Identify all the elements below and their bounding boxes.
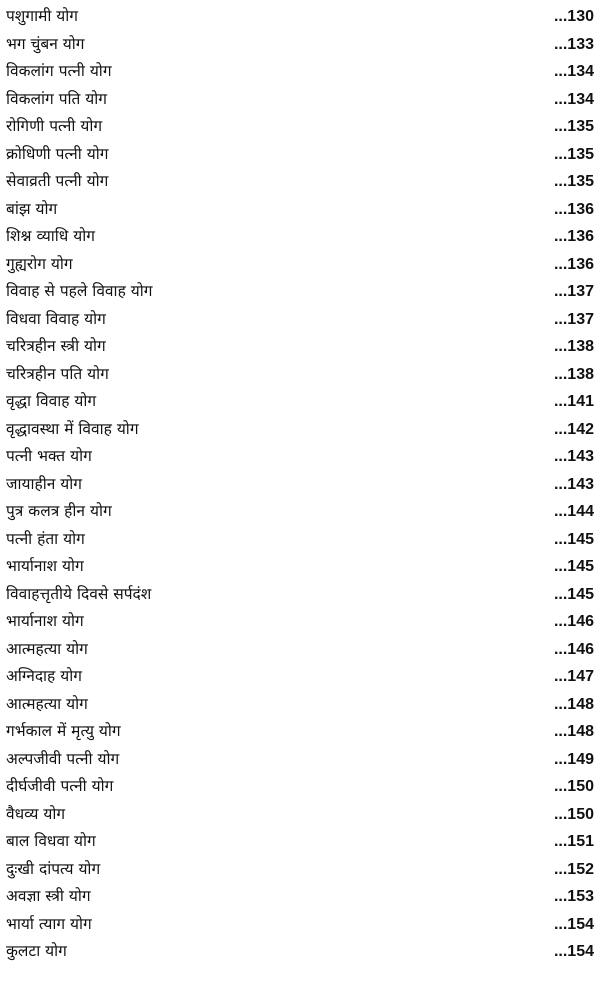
toc-entry-title: गुह्यरोग योग xyxy=(6,254,73,273)
toc-entry xyxy=(6,168,596,196)
toc-entry-title: अग्निदाह योग xyxy=(6,667,82,685)
toc-entry-page-number: ...136 xyxy=(553,228,594,245)
toc-entry-title: पत्नी भक्त योग xyxy=(6,447,92,465)
toc-entry xyxy=(6,553,596,581)
toc-entry-title: अवज्ञा स्त्री योग xyxy=(6,887,91,905)
toc-entry xyxy=(6,416,596,444)
toc-entry-title: आत्महत्या योग xyxy=(6,639,88,658)
toc-entry-title: गर्भकाल में मृत्यु योग xyxy=(6,722,121,740)
toc-entry-title: क्रोधिणी पत्नी योग xyxy=(6,144,109,163)
toc-entry xyxy=(6,251,596,279)
toc-entry-title: भार्या त्याग योग xyxy=(6,914,92,933)
toc-entry xyxy=(6,31,596,59)
toc-entry xyxy=(6,223,596,251)
toc-entry-page-number: ...153 xyxy=(553,888,594,905)
toc-entry xyxy=(6,278,596,306)
toc-entry-title: पत्नी हंता योग xyxy=(6,529,85,548)
toc-entry-title: वृद्धा विवाह योग xyxy=(6,392,97,410)
toc-entry-page-number: ...137 xyxy=(553,310,594,328)
toc-entry-page-number: ...136 xyxy=(553,255,594,273)
toc-entry-title: भार्यानाश योग xyxy=(6,612,84,630)
toc-entry xyxy=(6,498,596,526)
toc-entry xyxy=(6,141,596,169)
toc-entry-title: कुलटा योग xyxy=(6,942,67,960)
toc-entry-page-number: ...138 xyxy=(553,338,594,355)
toc-entry-page-number: ...154 xyxy=(553,915,594,933)
toc-entry-page-number: ...145 xyxy=(553,558,594,575)
toc-entry xyxy=(6,691,596,719)
toc-entry xyxy=(6,746,596,774)
toc-entry-page-number: ...141 xyxy=(553,393,594,410)
toc-entry xyxy=(6,801,596,829)
toc-entry-title: पशुगामी योग xyxy=(6,7,79,25)
toc-entry xyxy=(6,608,596,636)
toc-entry xyxy=(6,196,596,224)
toc-entry xyxy=(6,718,596,746)
toc-entry-page-number: ...151 xyxy=(553,833,594,850)
toc-entry-page-number: ...150 xyxy=(553,778,594,795)
toc-entry xyxy=(6,526,596,554)
toc-entry-title: शिश्न व्याधि योग xyxy=(6,227,95,245)
toc-entry-page-number: ...149 xyxy=(553,750,594,768)
toc-entry-page-number: ...152 xyxy=(553,860,594,878)
toc-entry-title: वृद्धावस्था में विवाह योग xyxy=(6,419,139,438)
toc-entry xyxy=(6,636,596,664)
toc-entry-page-number: ...145 xyxy=(553,530,594,548)
toc-entry-page-number: ...137 xyxy=(553,283,594,300)
toc-entry xyxy=(6,443,596,471)
toc-entry-title: विकलांग पति योग xyxy=(6,89,108,108)
toc-entry-title: रोगिणी पत्नी योग xyxy=(6,117,103,135)
toc-entry-page-number: ...138 xyxy=(553,365,594,383)
toc-entry-page-number: ...136 xyxy=(553,200,594,218)
toc-entry-title: जायाहीन योग xyxy=(6,474,83,493)
toc-entry-title: विवाह से पहले विवाह योग xyxy=(6,282,153,300)
toc-entry-page-number: ...154 xyxy=(553,943,594,960)
toc-entry xyxy=(6,883,596,911)
toc-entry-page-number: ...143 xyxy=(553,448,594,465)
toc-entry-page-number: ...135 xyxy=(553,173,594,190)
toc-entry xyxy=(6,773,596,801)
toc-entry xyxy=(6,911,596,939)
toc-entry-title: वैधव्य योग xyxy=(6,804,66,823)
toc-entry-page-number: ...142 xyxy=(553,420,594,438)
toc-entry-title: भग चुंबन योग xyxy=(6,34,85,53)
toc-entry xyxy=(6,471,596,499)
toc-entry-page-number: ...133 xyxy=(553,35,594,53)
toc-entry xyxy=(6,306,596,334)
toc-entry-title: चरित्रहीन स्त्री योग xyxy=(6,337,106,355)
toc-entry-page-number: ...135 xyxy=(553,118,594,135)
toc-entry-title: विधवा विवाह योग xyxy=(6,309,106,328)
toc-entry xyxy=(6,86,596,114)
toc-entry xyxy=(6,581,596,609)
toc-entry-page-number: ...144 xyxy=(553,503,594,520)
toc-entry-title: बांझ योग xyxy=(6,199,58,218)
toc-entry-page-number: ...135 xyxy=(553,145,594,163)
toc-entry-title: आत्महत्या योग xyxy=(6,694,88,713)
toc-entry-page-number: ...145 xyxy=(553,585,594,603)
toc-entry xyxy=(6,361,596,389)
toc-entry xyxy=(6,856,596,884)
toc-entry xyxy=(6,58,596,86)
toc-entry xyxy=(6,388,596,416)
toc-entry-page-number: ...130 xyxy=(553,8,594,25)
toc-entry-title: पुत्र कलत्र हीन योग xyxy=(6,502,112,520)
toc-entry-page-number: ...150 xyxy=(553,805,594,823)
toc-entry-page-number: ...134 xyxy=(553,90,594,108)
toc-entry-title: विकलांग पत्नी योग xyxy=(6,62,112,80)
toc-entry-page-number: ...146 xyxy=(553,613,594,630)
toc-entry-title: विवाहत्तृतीये दिवसे सर्पदंश xyxy=(6,584,152,603)
toc-entry xyxy=(6,663,596,691)
toc-entry-page-number: ...148 xyxy=(553,723,594,740)
toc-entry xyxy=(6,828,596,856)
toc-entry xyxy=(6,3,596,31)
toc-entry-page-number: ...143 xyxy=(553,475,594,493)
toc-entry-title: चरित्रहीन पति योग xyxy=(6,364,109,383)
toc-entry-title: दुःखी दांपत्य योग xyxy=(6,859,101,878)
toc-entry-title: बाल विधवा योग xyxy=(6,832,96,850)
toc-entry-page-number: ...147 xyxy=(553,668,594,685)
toc-entry-title: दीर्घजीवी पत्नी योग xyxy=(6,777,114,795)
toc-entry xyxy=(6,938,596,966)
toc-entry-title: भार्यानाश योग xyxy=(6,557,84,575)
toc-entry-title: अल्पजीवी पत्नी योग xyxy=(6,749,120,768)
toc-entry xyxy=(6,113,596,141)
toc-entry-title: सेवाव्रती पत्नी योग xyxy=(6,172,109,190)
table-of-contents xyxy=(6,3,596,966)
toc-entry-page-number: ...148 xyxy=(553,695,594,713)
toc-entry-page-number: ...134 xyxy=(553,63,594,80)
toc-entry xyxy=(6,333,596,361)
toc-entry-page-number: ...146 xyxy=(553,640,594,658)
